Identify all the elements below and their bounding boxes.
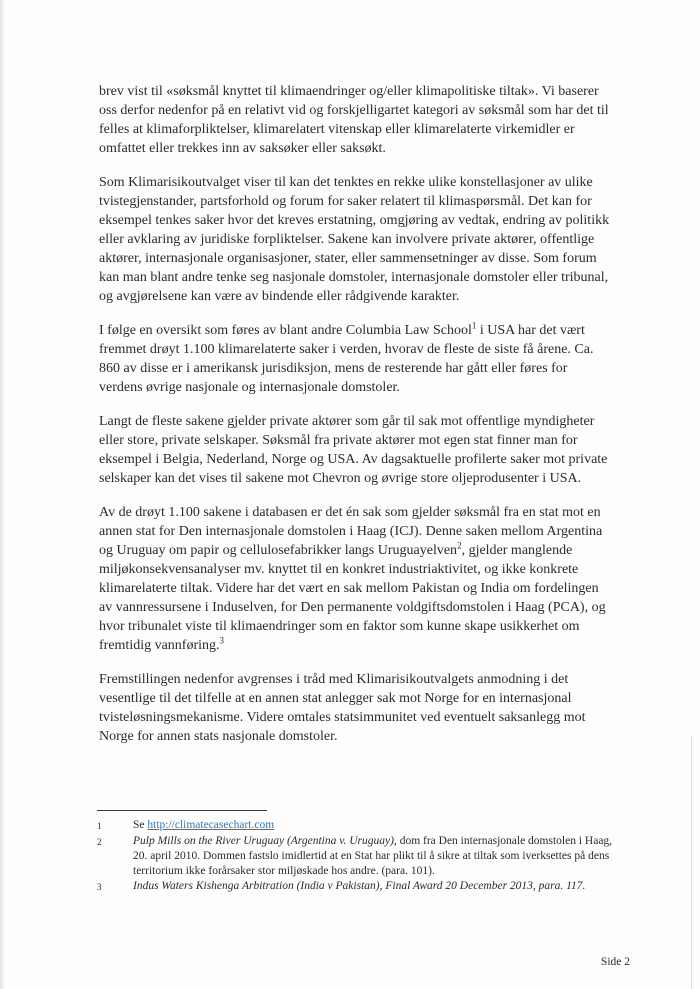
footnote-text: [133, 834, 629, 879]
hyperlink[interactable]: http://climatecasechart.com: [147, 819, 275, 831]
text-run: brev vist til «søksmål knyttet til klimaendringer og/eller klimapolitiske tiltak». Vi baserer oss derfor nedenfor på en relativt vid og forskjelligartet kategori av søksmål som har det til felles at klimaforpliktelser, klimarelatert vitenskap eller klimarelaterte virkemidler er omfattet eller trekkes inn av saksøker eller saksøkt.: [99, 84, 609, 156]
text-run: Fremstillingen nedenfor avgrenses i tråd med Klimarisikoutvalgets anmodning i det vesentlige til det tilfelle at en annen stat anlegger sak mot Norge for en internasjonal tvisteløsningsmekanisme. Videre omtales statsimmunitet ved eventuelt saksanlegg mot Norge for annen stats nasjonale domstoler.: [99, 672, 586, 744]
scan-edge-right: [691, 735, 692, 989]
footnote-list: [97, 818, 629, 895]
footnote-number: 3: [97, 882, 102, 892]
footnote-item: [97, 818, 629, 834]
paragraph: [99, 670, 613, 746]
footnote-number: 2: [97, 837, 102, 847]
paragraph: [99, 412, 613, 488]
footnote-text: [133, 818, 629, 833]
body-paragraphs: [99, 82, 613, 761]
paragraph: [99, 321, 613, 397]
footnote-text: [133, 879, 629, 894]
text-run: dom fra Den internasjonale domstolen i Haag, 20. april 2010. Dommen fastslo imidlertid at en Stat har plikt til å sikre at tiltak som iverksettes på dens territorium ikke forårsaker stor miljøskade hos andre. (para. 101).: [133, 835, 613, 877]
paragraph: [99, 173, 613, 306]
footnote-number: 1: [97, 821, 102, 831]
paragraph: [99, 82, 613, 158]
text-run: , gjelder manglende miljøkonsekvensanalyser mv. knyttet til en konkret industriaktivitet, og ikke konkrete klimarelaterte tiltak. Videre har det vært en sak mellom Pakistan og India om fordelingen av vannressursene i Induselven, for Den permanente voldgiftsdomstolen i Haag (PCA), og hvor tribunalet viste til klimaendringer som en faktor som kunne skape usikkerhet om fremtidig vannføring.: [99, 543, 606, 653]
footnote-ref: 3: [219, 635, 225, 646]
scan-edge-left: [0, 0, 5, 989]
text-run: i USA har det vært fremmet drøyt 1.100 klimarelaterte saker i verden, hvorav de fleste de siste få årene. Ca. 860 av disse er i amerikansk jurisdiksjon, mens de resterende har gått eller føres for verdens øvrige nasjonale og internasjonale domstoler.: [99, 323, 594, 395]
footnote-ref: 2: [457, 540, 462, 551]
text-run: Av de drøyt 1.100 sakene i databasen er det én sak som gjelder søksmål fra en stat mot en annen stat for Den internasjonale domstolen i Haag (ICJ). Denne saken mellom Argentina og Uruguay om papir og cellulosefabrikker langs Uruguayelven: [99, 505, 603, 558]
footnote-ref: 1: [471, 320, 477, 331]
footnotes-section: [97, 810, 629, 895]
text-run: Langt de fleste sakene gjelder private aktører som går til sak mot offentlige myndigheter eller store, private selskaper. Søksmål fra private aktører mot egen stat finner man for eksempel i Belgia, Nederland, Norge og USA. Av dagsaktuelle profilerte saker mot private selskaper kan det vises til sakene mot Chevron og øvrige store oljeprodusenter i USA.: [99, 414, 608, 486]
page-number: Side 2: [600, 956, 630, 968]
text-run: I følge en oversikt som føres av blant andre Columbia Law School: [99, 323, 472, 338]
footnote-separator: [97, 810, 267, 811]
text-run: Se: [133, 819, 148, 831]
paragraph: [99, 503, 613, 655]
italic-text: Indus Waters Kishenga Arbitration (India v Pakistan), Final Award 20 December 2013, para. 117.: [133, 880, 586, 892]
footnote-item: [97, 879, 629, 895]
text-run: Som Klimarisikoutvalget viser til kan det tenktes en rekke ulike konstellasjoner av ulike tvistegjenstander, partsforhold og forum for saker relatert til klimaspørsmål. Det kan for eksempel tenkes saker hvor det kreves erstatning, omgjøring av vedtak, endring av politikk eller avklaring av juridiske forpliktelser. Sakene kan involvere private aktører, offentlige aktører, internasjonale organisasjoner, stater, eller sammensetninger av disse. Som forum kan man blant andre tenke seg nasjonale domstoler, internasjonale domstoler eller tribunal, og avgjørelsene kan være av bindende eller rådgivende karakter.: [99, 175, 610, 304]
italic-text: Pulp Mills on the River Uruguay (Argentina v. Uruguay),: [133, 835, 397, 847]
footnote-item: [97, 834, 629, 879]
